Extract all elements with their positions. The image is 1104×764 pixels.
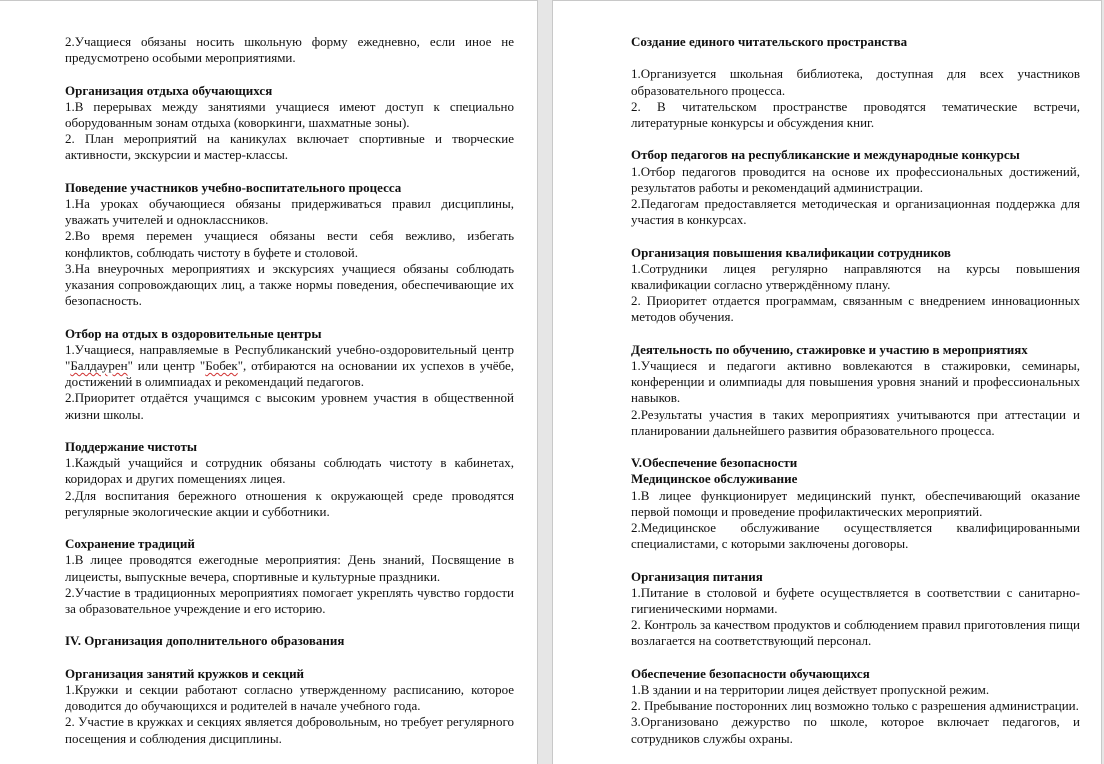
section-heading: Организация повышения квалификации сотрудников: [631, 244, 951, 260]
paragraph: 2. Контроль за качеством продуктов и соблюдением правил приготовления пищи возлагается на соответствующий персонал.: [631, 617, 1080, 649]
section-traditions: [65, 536, 514, 617]
paragraph-with-spellcheck: 1.Учащиеся, направляемые в Республиканский учебно-оздоровительный центр "Балдаурен" или центр "Бобек", отбираются на основании их успехов в учёбе, достижений в олимпиадах и рекомендаций педагогов.: [65, 341, 514, 390]
paragraph: 2.Во время перемен учащиеся обязаны вести себя вежливо, избегать конфликтов, соблюдать чистоту в буфете и столовой.: [65, 228, 514, 260]
section-training-activities: [631, 342, 1080, 439]
paragraph: 1.В лицее функционирует медицинский пункт, обеспечивающий оказание первой помощи и проведение профилактических мероприятий.: [631, 487, 1080, 519]
section-heading: Деятельность по обучению, стажировке и участию в мероприятиях: [631, 341, 1028, 357]
section-student-safety: [631, 666, 1080, 747]
paragraph: 2. Приоритет отдается программам, связанным с внедрением инновационных методов обучения.: [631, 293, 1080, 325]
section-heading: Поведение участников учебно-воспитательного процесса: [65, 179, 402, 195]
chapter-additional-education: [65, 633, 514, 649]
paragraph: 2.Приоритет отдаётся учащимся с высоким уровнем участия в общественной жизни школы.: [65, 390, 514, 422]
paragraph: 1.В перерывах между занятиями учащиеся имеют доступ к специально оборудованным зонам отдыха (коворкинги, шахматные зоны).: [65, 98, 514, 130]
paragraph: 1.Сотрудники лицея регулярно направляются на курсы повышения квалификации согласно утверждённому плану.: [631, 260, 1080, 292]
blank-line: [631, 50, 1080, 66]
paragraph: 2.Педагогам предоставляется методическая и организационная поддержка для участия в конкурсах.: [631, 196, 1080, 228]
paragraph: 1.Питание в столовой и буфете осуществляется в соответствии с санитарно-гигиеническими нормами.: [631, 584, 1080, 617]
section-reading-space: [631, 34, 1080, 131]
paragraph: 1.Учащиеся и педагоги активно вовлекаются в стажировки, семинары, конференции и олимпиады для повышения уровня знаний и профессиональных навыков.: [631, 358, 1080, 406]
chapter-heading: IV. Организация дополнительного образования: [65, 633, 345, 649]
section-behavior: [65, 180, 514, 310]
page-content[interactable]: [631, 34, 1080, 763]
section-clubs: [65, 666, 514, 747]
paragraph: 3.Организовано дежурство по школе, которое включает педагогов, и сотрудников службы охраны.: [631, 714, 1080, 746]
paragraph: 1.В лицее проводятся ежегодные мероприятия: День знаний, Посвящение в лицеисты, выпускные вечера, спортивные и культурные праздники.: [65, 552, 514, 584]
spellcheck-flagged-word[interactable]: Балдаурен: [70, 358, 128, 374]
section-qualification: [631, 245, 1080, 326]
section-catering: [631, 569, 1080, 650]
section-heading: Отбор педагогов на республиканские и международные конкурсы: [631, 147, 1020, 163]
section-heading: Поддержание чистоты: [65, 439, 197, 455]
paragraph: 2. Пребывание посторонних лиц возможно только с разрешения администрации.: [631, 698, 1079, 714]
section-heading: Организация занятий кружков и секций: [65, 665, 305, 681]
section-cleanliness: [65, 439, 514, 520]
spellcheck-flagged-word[interactable]: Бобек: [205, 358, 238, 374]
paragraph: 2.Результаты участия в таких мероприятиях учитываются при аттестации и планировании дальнейшего развития образовательного процесса.: [631, 406, 1080, 438]
section-heading: Медицинское обслуживание: [631, 471, 798, 487]
paragraph: 2.Учащиеся обязаны носить школьную форму ежедневно, если иное не предусмотрено особыми мероприятиями.: [65, 34, 514, 66]
section-rest: [65, 83, 514, 164]
chapter-heading: V.Обеспечение безопасности: [631, 455, 798, 471]
paragraph: 3.На внеурочных мероприятиях и экскурсиях учащиеся обязаны соблюдать указания сопровождающих лиц, а также нормы поведения, обеспечивающие их безопасность.: [65, 260, 514, 309]
paragraph: 2.Участие в традиционных мероприятиях помогает укреплять чувство гордости за образовательное учреждение и его историю.: [65, 584, 514, 617]
section-health-centers: [65, 326, 514, 423]
paragraph: 1.Кружки и секции работают согласно утвержденному расписанию, которое доводится до обучающихся и родителей в начале учебного года.: [65, 682, 514, 714]
section-heading: Отбор на отдых в оздоровительные центры: [65, 325, 322, 341]
paragraph: 2.Медицинское обслуживание осуществляется квалифицированными специалистами, с которыми заключены договоры.: [631, 520, 1080, 552]
section-uniform: [65, 34, 514, 66]
paragraph: 1.Каждый учащийся и сотрудник обязаны соблюдать чистоту в кабинетах, коридорах и других помещениях лицея.: [65, 455, 514, 487]
section-heading: Создание единого читательского пространства: [631, 34, 908, 49]
section-heading: Организация отдыха обучающихся: [65, 82, 273, 98]
paragraph: 1.Отбор педагогов проводится на основе их профессиональных достижений, результатов работы и рекомендаций администрации.: [631, 163, 1080, 195]
section-heading: Обеспечение безопасности обучающихся: [631, 665, 870, 681]
document-page-left: [0, 0, 538, 764]
document-page-right: [552, 0, 1102, 764]
paragraph: 2.Для воспитания бережного отношения к окружающей среде проводятся регулярные экологические акции и субботники.: [65, 487, 514, 519]
section-heading: Сохранение традиций: [65, 536, 195, 552]
section-heading: Организация питания: [631, 568, 763, 584]
paragraph: 1.На уроках обучающиеся обязаны придерживаться правил дисциплины, уважать учителей и одноклассников.: [65, 196, 514, 228]
section-teacher-contests: [631, 147, 1080, 228]
paragraph: 1.В здании и на территории лицея действует пропускной режим.: [631, 682, 990, 698]
paragraph: 2. Участие в кружках и секциях является добровольным, но требует регулярного посещения и соблюдения дисциплины.: [65, 714, 514, 746]
paragraph: 1.Организуется школьная библиотека, доступная для всех участников образовательного процесса.: [631, 66, 1080, 98]
paragraph: 2. План мероприятий на каникулах включает спортивные и творческие активности, экскурсии и мастер-классы.: [65, 131, 514, 163]
section-safety-medical: [631, 455, 1080, 552]
page-content[interactable]: [65, 34, 514, 763]
paragraph: 2. В читательском пространстве проводятся тематические встречи, литературные конкурсы и обсуждения книг.: [631, 98, 1080, 130]
